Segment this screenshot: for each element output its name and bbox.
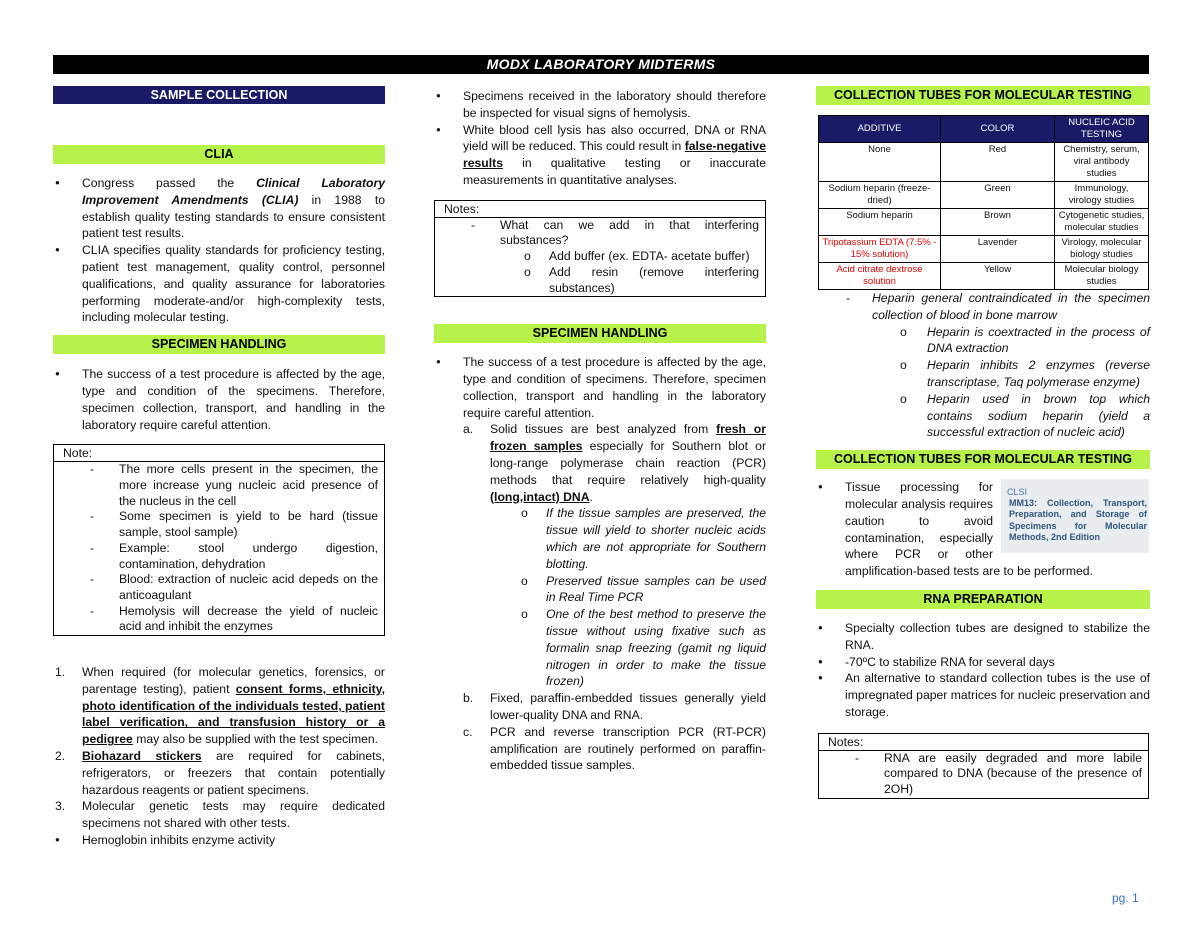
note-box: [53, 444, 385, 636]
sample-collection-heading: SAMPLE COLLECTION: [53, 86, 385, 104]
notes-list: [819, 751, 1148, 798]
notes-label: Notes:: [435, 201, 765, 218]
notes-list: [435, 218, 765, 297]
sub-item: o One of the best method to preserve the tissue without using fixative such as formalin snap freezing (gamit ng liquid nitrogen in order to make the tissue frozen): [519, 606, 766, 690]
lettered-list: [463, 421, 766, 774]
table-header: NUCLEIC ACID TESTING: [1055, 116, 1149, 143]
note-item: - Some specimen is yield to be hard (tissue sample, stool sample): [84, 509, 378, 540]
sub-item: o If the tissue samples are preserved, the tissue will yield to shorter nucleic acids which are not appropriate for Southern blotting.: [519, 505, 766, 572]
list-item: ● An alternative to standard collection tubes is the use of impregnated paper matrices for nucleic preservation and storage.: [816, 670, 1150, 720]
table-cell: Sodium heparin: [819, 209, 941, 236]
sub-item: o Heparin inhibits 2 enzymes (reverse transcriptase, Taq polymerase enzyme): [872, 357, 1150, 391]
table-cell: Acid citrate dextrose solution: [819, 263, 941, 290]
note-label: Note:: [54, 445, 384, 462]
collection-tubes-heading: COLLECTION TUBES FOR MOLECULAR TESTING: [816, 86, 1150, 105]
list-item: ● Specialty collection tubes are designed to stabilize the RNA.: [816, 620, 1150, 654]
table-header-row: [819, 116, 1149, 143]
column-left: [53, 86, 385, 849]
collection-tubes-table: [818, 115, 1149, 290]
table-cell: Lavender: [941, 236, 1055, 263]
list-item: ● White blood cell lysis has also occurred, DNA or RNA yield will be reduced. This could result in false-negative results in qualitative testing or inaccurate measurements in quantitative analyses.: [434, 122, 766, 189]
list-item: ● CLSI MM13: Collection, Transport, Preparation, and Storage of Specimens for Molecular Methods, 2nd Edition Tissue processing for molecular analysis requires caution to avoid contamination, especially where PCR or other amplification-based tests are to be performed.: [816, 479, 1150, 580]
document-title: MODX LABORATORY MIDTERMS: [53, 55, 1149, 74]
specimen-list: [53, 366, 385, 433]
note-list: [54, 462, 384, 635]
table-header: COLOR: [941, 116, 1055, 143]
rna-notes-box: [818, 733, 1149, 799]
list-item: ● The success of a test procedure is affected by the age, type and condition of specimens. Therefore, specimen collection, transport and handling in the laboratory require careful attention.: [434, 354, 766, 421]
note-item: - What can we add in that interfering substances? o Add buffer (ex. EDTA- acetate buffer) o Add resin (remove interfering substances): [465, 218, 759, 297]
table-row: [819, 209, 1149, 236]
note-item: - Blood: extraction of nucleic acid depeds on the anticoagulant: [84, 572, 378, 603]
table-cell: Cytogenetic studies, molecular studies: [1055, 209, 1149, 236]
clsi-logo: ● CLSI: [1007, 487, 1028, 498]
column-middle: [434, 88, 766, 774]
hemolysis-list: [434, 88, 766, 189]
list-item: 1. When required (for molecular genetics, forensics, or parentage testing), patient consent forms, ethnicity, photo identification of the individuals tested, patient label verification, and transfusion history or a pedigree may also be supplied with the test specimen.: [55, 665, 385, 747]
rna-list: [816, 620, 1150, 721]
table-cell: Yellow: [941, 263, 1055, 290]
specimen-handling-heading: SPECIMEN HANDLING: [53, 335, 385, 354]
note-item: - Example: stool undergo digestion, contamination, dehydration: [84, 541, 378, 572]
heparin-list: [816, 290, 1150, 441]
list-item: ● Congress passed the Clinical Laboratory Improvement Amendments (CLIA) in 1988 to establish quality testing standards to ensure consistent patient test results.: [53, 175, 385, 242]
tissue-list: [816, 479, 1150, 580]
note-subitem: o Add buffer (ex. EDTA- acetate buffer): [522, 249, 759, 265]
table-cell: Chemistry, serum, viral antibody studies: [1055, 143, 1149, 182]
note-subitem: o Add resin (remove interfering substances): [522, 265, 759, 296]
table-cell: Green: [941, 182, 1055, 209]
sub-list: [519, 505, 766, 690]
clsi-document-title: MM13: Collection, Transport, Preparation, and Storage of Specimens for Molecular Methods, 2nd Edition: [1009, 498, 1147, 543]
page-number: pg. 1: [1112, 891, 1139, 905]
note-item: - Hemolysis will decrease the yield of nucleic acid and inhibit the enzymes: [84, 604, 378, 635]
table-row: [819, 263, 1149, 290]
clia-list: [53, 175, 385, 326]
sub-item: o Preserved tissue samples can be used in Real Time PCR: [519, 573, 766, 607]
list-item: 3. Molecular genetic tests may require dedicated specimens not shared with other tests.: [55, 799, 385, 831]
list-item: a. Solid tissues are best analyzed from fresh or frozen samples especially for Southern blot or long-range polymerase chain reaction (PCR) methods that require relatively high-quality (long,intact) DNA. o If the tissue samples are preserved, the tissue will yield to shorter nucleic acids which are not appropriate for Southern blotting. o Preserved tissue samples can be used in Real Time PCR o One of the best method to preserve the tissue without using fixative such as formalin snap freezing (gamit ng liquid nitrogen in order to make the tissue frozen): [463, 421, 766, 690]
sub-item: o Heparin is coextracted in the process of DNA extraction: [872, 324, 1150, 358]
list-item: b. Fixed, paraffin-embedded tissues generally yield lower-quality DNA and RNA.: [463, 691, 766, 723]
table-cell: Virology, molecular biology studies: [1055, 236, 1149, 263]
specimen-handling-heading-2: SPECIMEN HANDLING: [434, 324, 766, 343]
list-item: ● -70ºC to stabilize RNA for several days: [816, 654, 1150, 671]
collection-tubes-heading-2: COLLECTION TUBES FOR MOLECULAR TESTING: [816, 450, 1150, 469]
table-header: ADDITIVE: [819, 116, 941, 143]
table-cell: Molecular biology studies: [1055, 263, 1149, 290]
notes-box: [434, 200, 766, 298]
notes-label: Notes:: [819, 734, 1148, 751]
list-item: 2. Biohazard stickers are required for cabinets, refrigerators, or freezers that contain potentially hazardous reagents or patient specimens.: [55, 749, 385, 797]
table-row: [819, 182, 1149, 209]
list-item: ● The success of a test procedure is affected by the age, type and condition of the specimens. Therefore, specimen collection, transport, and handling in the laboratory require careful attention.: [53, 366, 385, 433]
table-cell: None: [819, 143, 941, 182]
list-item: - Heparin general contraindicated in the specimen collection of blood in bone marrow o Heparin is coextracted in the process of DNA extraction o Heparin inhibits 2 enzymes (reverse transcriptase, Taq polymerase enzyme) o Heparin used in brown top which contains sodium heparin (yield a successful extraction of nucleic acid): [816, 290, 1150, 441]
hemoglobin-list: [53, 832, 385, 849]
numbered-list: [53, 664, 385, 832]
rna-preparation-heading: RNA PREPARATION: [816, 590, 1150, 609]
specimen-list-2: [434, 354, 766, 421]
table-cell: Immunology, virology studies: [1055, 182, 1149, 209]
table-cell: Tripotassium EDTA (7.5% - 15% solution): [819, 236, 941, 263]
column-right: [816, 86, 1150, 799]
list-item: ● CLIA specifies quality standards for proficiency testing, patient test management, quality control, personnel qualifications, and quality assurance for laboratories performing moderate-and/or high-complexity tests, including molecular testing.: [53, 242, 385, 326]
note-item: - RNA are easily degraded and more labile compared to DNA (because of the presence of 2OH): [849, 751, 1142, 798]
table-row: [819, 143, 1149, 182]
table-cell: Brown: [941, 209, 1055, 236]
table-row: [819, 236, 1149, 263]
table-cell: Sodium heparin (freeze-dried): [819, 182, 941, 209]
note-item: - The more cells present in the specimen, the more increase yung nucleic acid presence of the nucleus in the cell: [84, 462, 378, 509]
table-cell: Red: [941, 143, 1055, 182]
clsi-document-image: [1001, 479, 1149, 553]
clia-heading: CLIA: [53, 145, 385, 164]
list-item: c. PCR and reverse transcription PCR (RT-PCR) amplification are routinely performed on paraffin-embedded tissue samples.: [463, 724, 766, 773]
sub-item: o Heparin used in brown top which contains sodium heparin (yield a successful extraction of nucleic acid): [872, 391, 1150, 441]
list-item: ● Hemoglobin inhibits enzyme activity: [53, 832, 385, 849]
list-item: ● Specimens received in the laboratory should therefore be inspected for visual signs of hemolysis.: [434, 88, 766, 122]
